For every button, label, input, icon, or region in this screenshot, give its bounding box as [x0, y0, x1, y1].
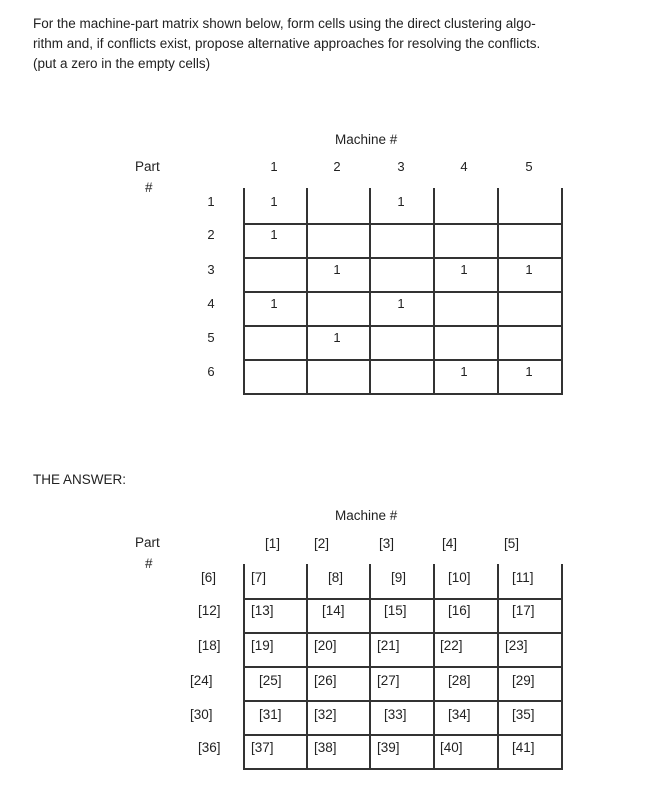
answer-blank[interactable]: [12] — [198, 603, 221, 618]
part-number: 1 — [207, 194, 215, 209]
answer-label: THE ANSWER: — [33, 472, 127, 487]
grid-line — [243, 598, 563, 600]
answer-blank[interactable]: [10] — [448, 570, 471, 585]
matrix-cell: 1 — [397, 296, 405, 311]
grid-line — [306, 188, 308, 395]
answer-blank[interactable]: [4] — [442, 536, 458, 551]
answer-blank[interactable]: [41] — [512, 740, 535, 755]
answer-blank[interactable]: [11] — [512, 570, 534, 585]
answer-blank[interactable]: [23] — [505, 638, 528, 653]
matrix-cell: 1 — [270, 296, 278, 311]
answer-blank[interactable]: [24] — [190, 673, 213, 688]
part-number: 2 — [207, 227, 215, 242]
answer-blank[interactable]: [22] — [440, 638, 463, 653]
grid-line — [433, 188, 435, 395]
answer-blank[interactable]: [13] — [251, 603, 274, 618]
answer-blank[interactable]: [35] — [512, 707, 535, 722]
machine-number: 2 — [333, 159, 341, 174]
matrix-cell: 1 — [460, 364, 468, 379]
matrix-cell: 1 — [525, 262, 533, 277]
answer-blank[interactable]: [37] — [251, 740, 274, 755]
answer-blank[interactable]: [26] — [314, 673, 337, 688]
matrix-cell: 1 — [333, 262, 341, 277]
answer-blank[interactable]: [5] — [504, 536, 520, 551]
grid-line — [243, 188, 245, 395]
answer-blank[interactable]: [39] — [377, 740, 400, 755]
answer-blank[interactable]: [30] — [190, 707, 213, 722]
grid-line — [243, 325, 563, 327]
answer-blank[interactable]: [14] — [322, 603, 345, 618]
answer-blank[interactable]: [15] — [384, 603, 407, 618]
answer-blank[interactable]: [28] — [448, 673, 471, 688]
grid-line — [243, 393, 563, 395]
part-number: 5 — [207, 330, 215, 345]
matrix-cell: 1 — [460, 262, 468, 277]
answer-blank[interactable]: [16] — [448, 603, 471, 618]
answer-blank[interactable]: [19] — [251, 638, 274, 653]
answer-blank[interactable]: [1] — [265, 536, 281, 551]
answer-blank[interactable]: [40] — [440, 740, 463, 755]
answer-blank[interactable]: [38] — [314, 740, 337, 755]
part-label: Part — [135, 535, 160, 550]
answer-blank[interactable]: [27] — [377, 673, 400, 688]
answer-blank[interactable]: [17] — [512, 603, 535, 618]
answer-blank[interactable]: [25] — [259, 673, 282, 688]
matrix-cell: 1 — [270, 227, 278, 242]
part-number: 3 — [207, 262, 215, 277]
answer-blank[interactable]: [32] — [314, 707, 337, 722]
question-line-3: (put a zero in the empty cells) — [33, 56, 211, 71]
part-label: Part — [135, 159, 160, 174]
part-number: 4 — [207, 296, 215, 311]
answer-blank[interactable]: [21] — [377, 638, 400, 653]
grid-line — [243, 700, 563, 702]
grid-line — [561, 564, 563, 770]
answer-blank[interactable]: [3] — [379, 536, 395, 551]
grid-line — [243, 257, 563, 259]
grid-line — [497, 188, 499, 395]
answer-blank[interactable]: [9] — [391, 570, 407, 585]
grid-line — [369, 564, 371, 770]
grid-line — [243, 359, 563, 361]
grid-line — [243, 632, 563, 634]
answer-blank[interactable]: [29] — [512, 673, 535, 688]
machine-number: 4 — [460, 159, 468, 174]
answer-blank[interactable]: [34] — [448, 707, 471, 722]
question-text — [33, 14, 653, 74]
answer-blank[interactable]: [7] — [251, 570, 267, 585]
grid-line — [243, 291, 563, 293]
grid-line — [243, 734, 563, 736]
question-line-2: rithm and, if conflicts exist, propose alternative approaches for resolving the conflicts. — [33, 36, 541, 51]
answer-blank[interactable]: [8] — [328, 570, 344, 585]
grid-line — [306, 564, 308, 770]
grid-line — [369, 188, 371, 395]
answer-blank[interactable]: [33] — [384, 707, 407, 722]
grid-line — [561, 188, 563, 395]
answer-blank[interactable]: [20] — [314, 638, 337, 653]
machine-header: Machine # — [335, 508, 398, 523]
matrix-cell: 1 — [525, 364, 533, 379]
answer-blank[interactable]: [6] — [201, 570, 217, 585]
grid-line — [433, 564, 435, 770]
grid-line — [243, 564, 245, 770]
matrix-cell: 1 — [397, 194, 405, 209]
answer-blank[interactable]: [36] — [198, 740, 221, 755]
grid-line — [243, 223, 563, 225]
matrix-cell: 1 — [270, 194, 278, 209]
matrix-cell: 1 — [333, 330, 341, 345]
grid-line — [243, 666, 563, 668]
machine-header: Machine # — [335, 132, 398, 147]
machine-number: 3 — [397, 159, 405, 174]
machine-number: 1 — [270, 159, 278, 174]
part-hash: # — [145, 556, 153, 571]
part-number: 6 — [207, 364, 215, 379]
answer-blank[interactable]: [18] — [198, 638, 221, 653]
machine-number: 5 — [525, 159, 533, 174]
answer-blank[interactable]: [2] — [314, 536, 330, 551]
part-hash: # — [145, 180, 153, 195]
answer-blank[interactable]: [31] — [259, 707, 282, 722]
grid-line — [243, 768, 563, 770]
grid-line — [497, 564, 499, 770]
question-line-1: For the machine-part matrix shown below, form cells using the direct clustering algo- — [33, 16, 536, 31]
